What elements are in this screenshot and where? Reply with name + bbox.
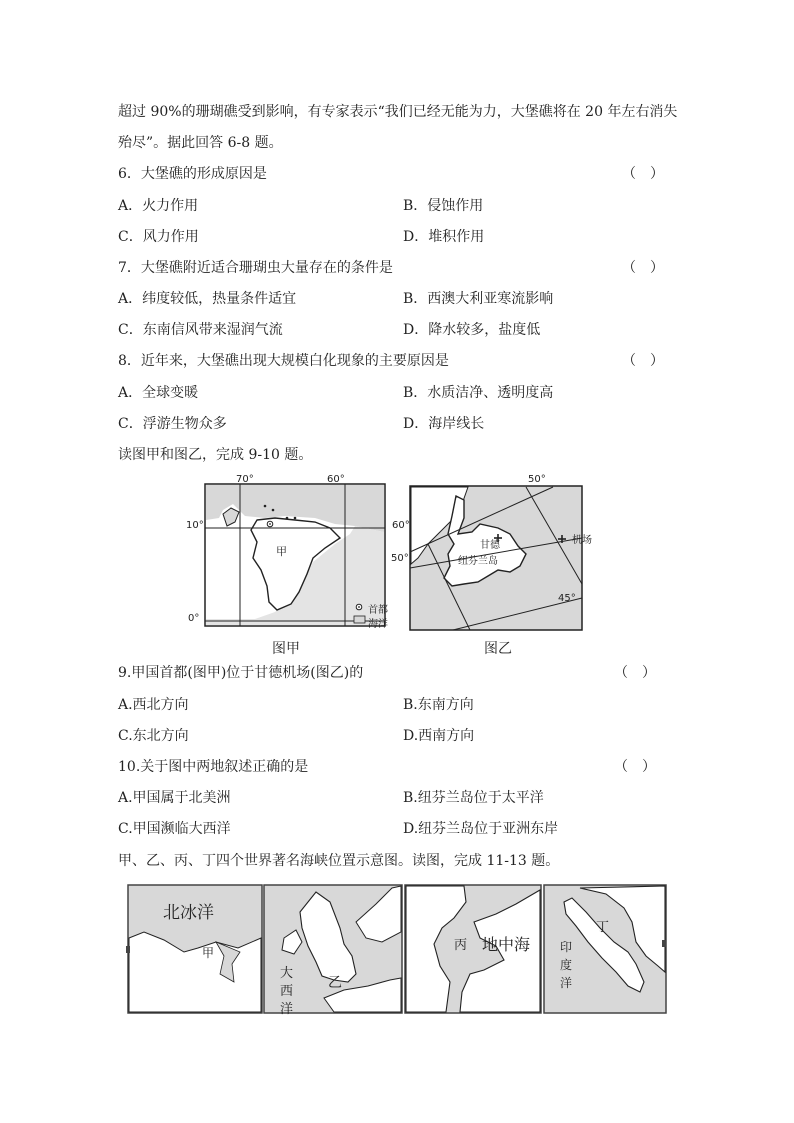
- question-10-answer-blank[interactable]: （ ）: [614, 759, 656, 775]
- figure-yi-map: [398, 474, 598, 636]
- lat-45-label: 45°: [558, 593, 576, 604]
- gander-label: 甘德: [480, 540, 500, 551]
- intro-line-1: 超过 90%的珊瑚礁受到影响，有专家表示“我们已经无能为力，大堡礁将在 20 年左右消失: [118, 104, 678, 120]
- legend-ocean-label: 海洋: [368, 619, 388, 630]
- indian-ocean-label-1: 印: [560, 940, 573, 954]
- figure-jia-caption: 图甲: [272, 641, 300, 657]
- question-7-stem: 7．大堡礁附近适合珊瑚虫大量存在的条件是: [118, 260, 393, 276]
- indian-ocean-label-2: 度: [560, 958, 573, 972]
- question-10-option-d[interactable]: D.纽芬兰岛位于亚洲东岸: [403, 821, 559, 837]
- straits-instruction: 甲、乙、丙、丁四个世界著名海峡位置示意图。读图，完成 11-13 题。: [118, 853, 560, 869]
- atlantic-label-2: 西: [280, 984, 294, 999]
- question-10-option-a[interactable]: A.甲国属于北美洲: [118, 790, 231, 806]
- legend-airport-label: 机场: [572, 535, 592, 546]
- atlantic-label-1: 大: [280, 966, 294, 981]
- question-7-answer-blank[interactable]: （ ）: [622, 260, 664, 276]
- lat-0-label: 0°: [188, 613, 200, 624]
- question-7-option-d[interactable]: D．降水较多，盐度低: [403, 322, 541, 338]
- figure-jia-map: [195, 474, 395, 634]
- question-10-option-c[interactable]: C.甲国濒临大西洋: [118, 821, 231, 837]
- arctic-ocean-label: 北冰洋: [163, 903, 214, 923]
- lon-70-label: 70°: [236, 474, 254, 485]
- question-9-option-d[interactable]: D.西南方向: [403, 728, 475, 744]
- legend-capital-label: 首都: [368, 605, 388, 616]
- question-9-option-b[interactable]: B.东南方向: [403, 697, 474, 713]
- island-dot: [264, 505, 267, 508]
- question-8-option-c[interactable]: C．浮游生物众多: [118, 416, 227, 432]
- question-9-option-a[interactable]: A.西北方向: [118, 697, 189, 713]
- question-9-option-c[interactable]: C.东北方向: [118, 728, 189, 744]
- intro-line-2: 殆尽”。据此回答 6-8 题。: [118, 135, 283, 151]
- newfoundland-label: 纽芬兰岛: [458, 556, 498, 567]
- question-6-option-d[interactable]: D．堆积作用: [403, 229, 485, 245]
- question-6-stem: 6．大堡礁的形成原因是: [118, 166, 267, 182]
- lon-60-w-label: 60°: [392, 520, 410, 531]
- question-7-option-b[interactable]: B．西澳大利亚寒流影响: [403, 291, 554, 307]
- question-6-option-b[interactable]: B．侵蚀作用: [403, 198, 484, 214]
- island-dot: [294, 517, 297, 520]
- country-jia-label: 甲: [276, 545, 287, 558]
- question-8-option-a[interactable]: A．全球变暖: [118, 385, 199, 401]
- question-6-option-c[interactable]: C．风力作用: [118, 229, 199, 245]
- mediterranean-label: 地中海: [482, 935, 531, 954]
- question-8-option-d[interactable]: D．海岸线长: [403, 416, 485, 432]
- question-8-answer-blank[interactable]: （ ）: [622, 353, 664, 369]
- strait-jia-marker: 甲: [202, 946, 215, 960]
- read-maps-instruction: 读图甲和图乙，完成 9-10 题。: [118, 447, 313, 463]
- legend-ocean-swatch: [354, 616, 365, 623]
- question-9-stem: 9.甲国首都(图甲)位于甘德机场(图乙)的: [118, 665, 364, 681]
- strait-bing-marker: 丙: [454, 938, 468, 953]
- strait-yi-marker: 乙: [328, 975, 342, 991]
- figure-yi-caption: 图乙: [484, 641, 512, 657]
- lon-60-label: 60°: [327, 474, 345, 485]
- indian-ocean-label-3: 洋: [560, 976, 573, 990]
- lat-50-label: 50°: [528, 474, 546, 485]
- question-7-option-c[interactable]: C．东南信风带来湿润气流: [118, 322, 283, 338]
- question-6-answer-blank[interactable]: （ ）: [622, 166, 664, 182]
- question-6-option-a[interactable]: A．火力作用: [118, 198, 199, 214]
- lon-50-label: 50°: [391, 553, 409, 564]
- island-dot: [286, 517, 289, 520]
- question-10-stem: 10.关于图中两地叙述正确的是: [118, 759, 309, 775]
- atlantic-label-3: 洋: [280, 1002, 294, 1017]
- question-7-option-a[interactable]: A．纬度较低，热量条件适宜: [118, 291, 297, 307]
- question-8-stem: 8．近年来，大堡礁出现大规模白化现象的主要原因是: [118, 353, 449, 369]
- strait-ding-marker: 丁: [596, 920, 610, 935]
- question-9-answer-blank[interactable]: （ ）: [614, 665, 656, 681]
- lat-10-label: 10°: [186, 520, 204, 531]
- question-10-option-b[interactable]: B.纽芬兰岛位于太平洋: [403, 790, 544, 806]
- island-dot: [272, 509, 275, 512]
- question-8-option-b[interactable]: B．水质洁净、透明度高: [403, 385, 554, 401]
